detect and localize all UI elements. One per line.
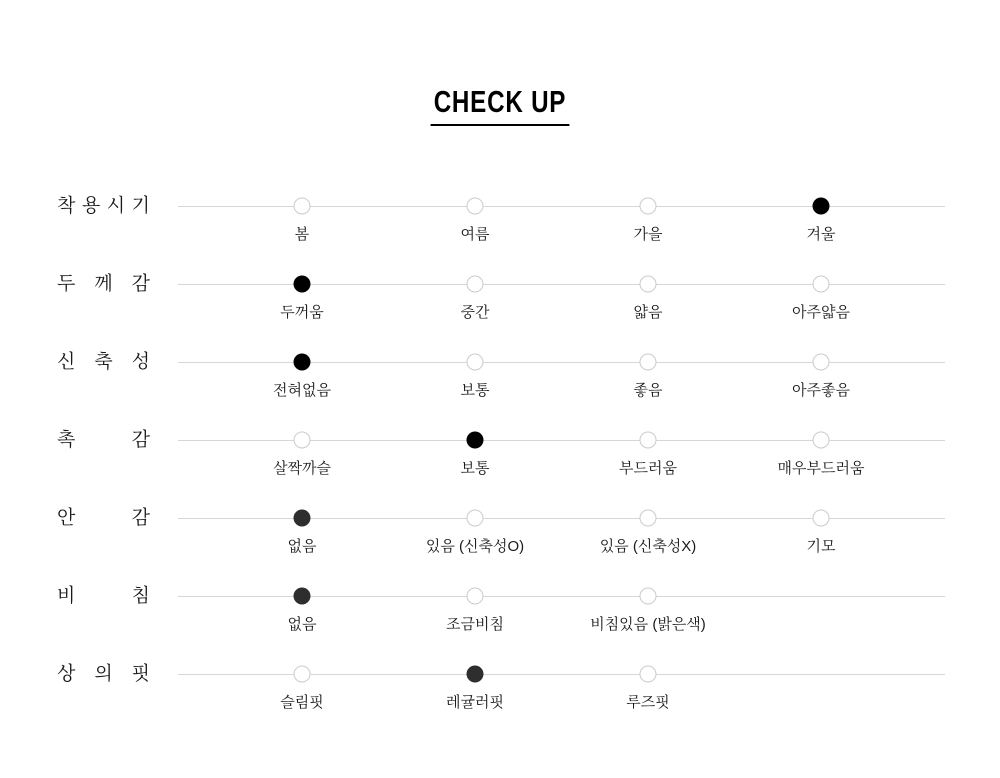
- row-label-char: 께: [94, 273, 113, 295]
- row-label-char: 신: [57, 351, 76, 373]
- option-label: 살짝까슬: [273, 460, 331, 477]
- unselected-dot: [640, 198, 657, 215]
- option-label: 얇음: [633, 304, 663, 321]
- option-label: 보통: [460, 460, 490, 477]
- unselected-dot: [467, 588, 484, 605]
- unselected-dot: [640, 354, 657, 371]
- option-label: 가을: [633, 226, 663, 243]
- row-label-char: 의: [94, 663, 113, 685]
- option-label: 있음 (신축성O): [425, 538, 525, 555]
- selected-dot: [294, 354, 311, 371]
- option-label: 두꺼움: [280, 304, 324, 321]
- row-label-char: 감: [131, 273, 150, 295]
- unselected-dot: [467, 354, 484, 371]
- row-label: [57, 431, 150, 450]
- option-label: 아주얇음: [792, 304, 850, 321]
- option-label: 여름: [460, 226, 490, 243]
- row-label: [57, 197, 150, 216]
- option-label: 보통: [460, 382, 490, 399]
- row-label-char: 두: [57, 273, 76, 295]
- selected-dot: [467, 666, 484, 683]
- unselected-dot: [813, 510, 830, 527]
- option-label: 매우부드러움: [777, 460, 865, 477]
- row-label: [57, 665, 150, 684]
- unselected-dot: [294, 198, 311, 215]
- unselected-dot: [640, 276, 657, 293]
- row-label-char: 비: [57, 585, 76, 607]
- unselected-dot: [467, 198, 484, 215]
- row-label-char: 성: [131, 351, 150, 373]
- option-label: 루즈핏: [626, 694, 670, 711]
- row-label-char: 감: [131, 429, 150, 451]
- row-label-char: 용: [81, 195, 101, 217]
- row-label-char: 착: [57, 195, 76, 217]
- unselected-dot: [467, 510, 484, 527]
- option-label: 조금비침: [446, 616, 504, 633]
- unselected-dot: [813, 276, 830, 293]
- selected-dot: [813, 198, 830, 215]
- row-label: [57, 275, 150, 294]
- unselected-dot: [294, 666, 311, 683]
- option-label: 기모: [806, 538, 836, 555]
- option-label: 좋음: [633, 382, 663, 399]
- option-label: 슬림핏: [280, 694, 324, 711]
- unselected-dot: [813, 354, 830, 371]
- option-label: 겨울: [806, 226, 836, 243]
- row-label-char: 촉: [57, 429, 76, 451]
- option-label: 봄: [294, 226, 310, 243]
- unselected-dot: [640, 588, 657, 605]
- option-label: 레귤러핏: [446, 694, 504, 711]
- row-label: [57, 353, 150, 372]
- row-label: [57, 587, 150, 606]
- row-label: [57, 509, 150, 528]
- row-label-char: 시: [106, 195, 126, 217]
- row-label-char: 축: [94, 351, 113, 373]
- selected-dot: [294, 588, 311, 605]
- option-label: 중간: [460, 304, 490, 321]
- row-label-char: 핏: [131, 663, 150, 685]
- option-label: 없음: [287, 538, 317, 555]
- option-label: 비침있음 (밝은색): [590, 616, 706, 633]
- unselected-dot: [640, 666, 657, 683]
- unselected-dot: [813, 432, 830, 449]
- option-label: 전혀없음: [273, 382, 331, 399]
- option-label: 아주좋음: [792, 382, 850, 399]
- selected-dot: [294, 276, 311, 293]
- unselected-dot: [640, 432, 657, 449]
- option-label: 있음 (신축성X): [599, 538, 697, 555]
- unselected-dot: [640, 510, 657, 527]
- option-label: 부드러움: [619, 460, 677, 477]
- unselected-dot: [467, 276, 484, 293]
- unselected-dot: [294, 432, 311, 449]
- row-label-char: 상: [57, 663, 76, 685]
- selected-dot: [467, 432, 484, 449]
- row-label-char: 침: [131, 585, 150, 607]
- row-label-char: 감: [131, 507, 150, 529]
- row-label-char: 기: [131, 195, 150, 217]
- page-title: CHECK UP: [431, 86, 570, 126]
- selected-dot: [294, 510, 311, 527]
- row-label-char: 안: [57, 507, 76, 529]
- option-label: 없음: [287, 616, 317, 633]
